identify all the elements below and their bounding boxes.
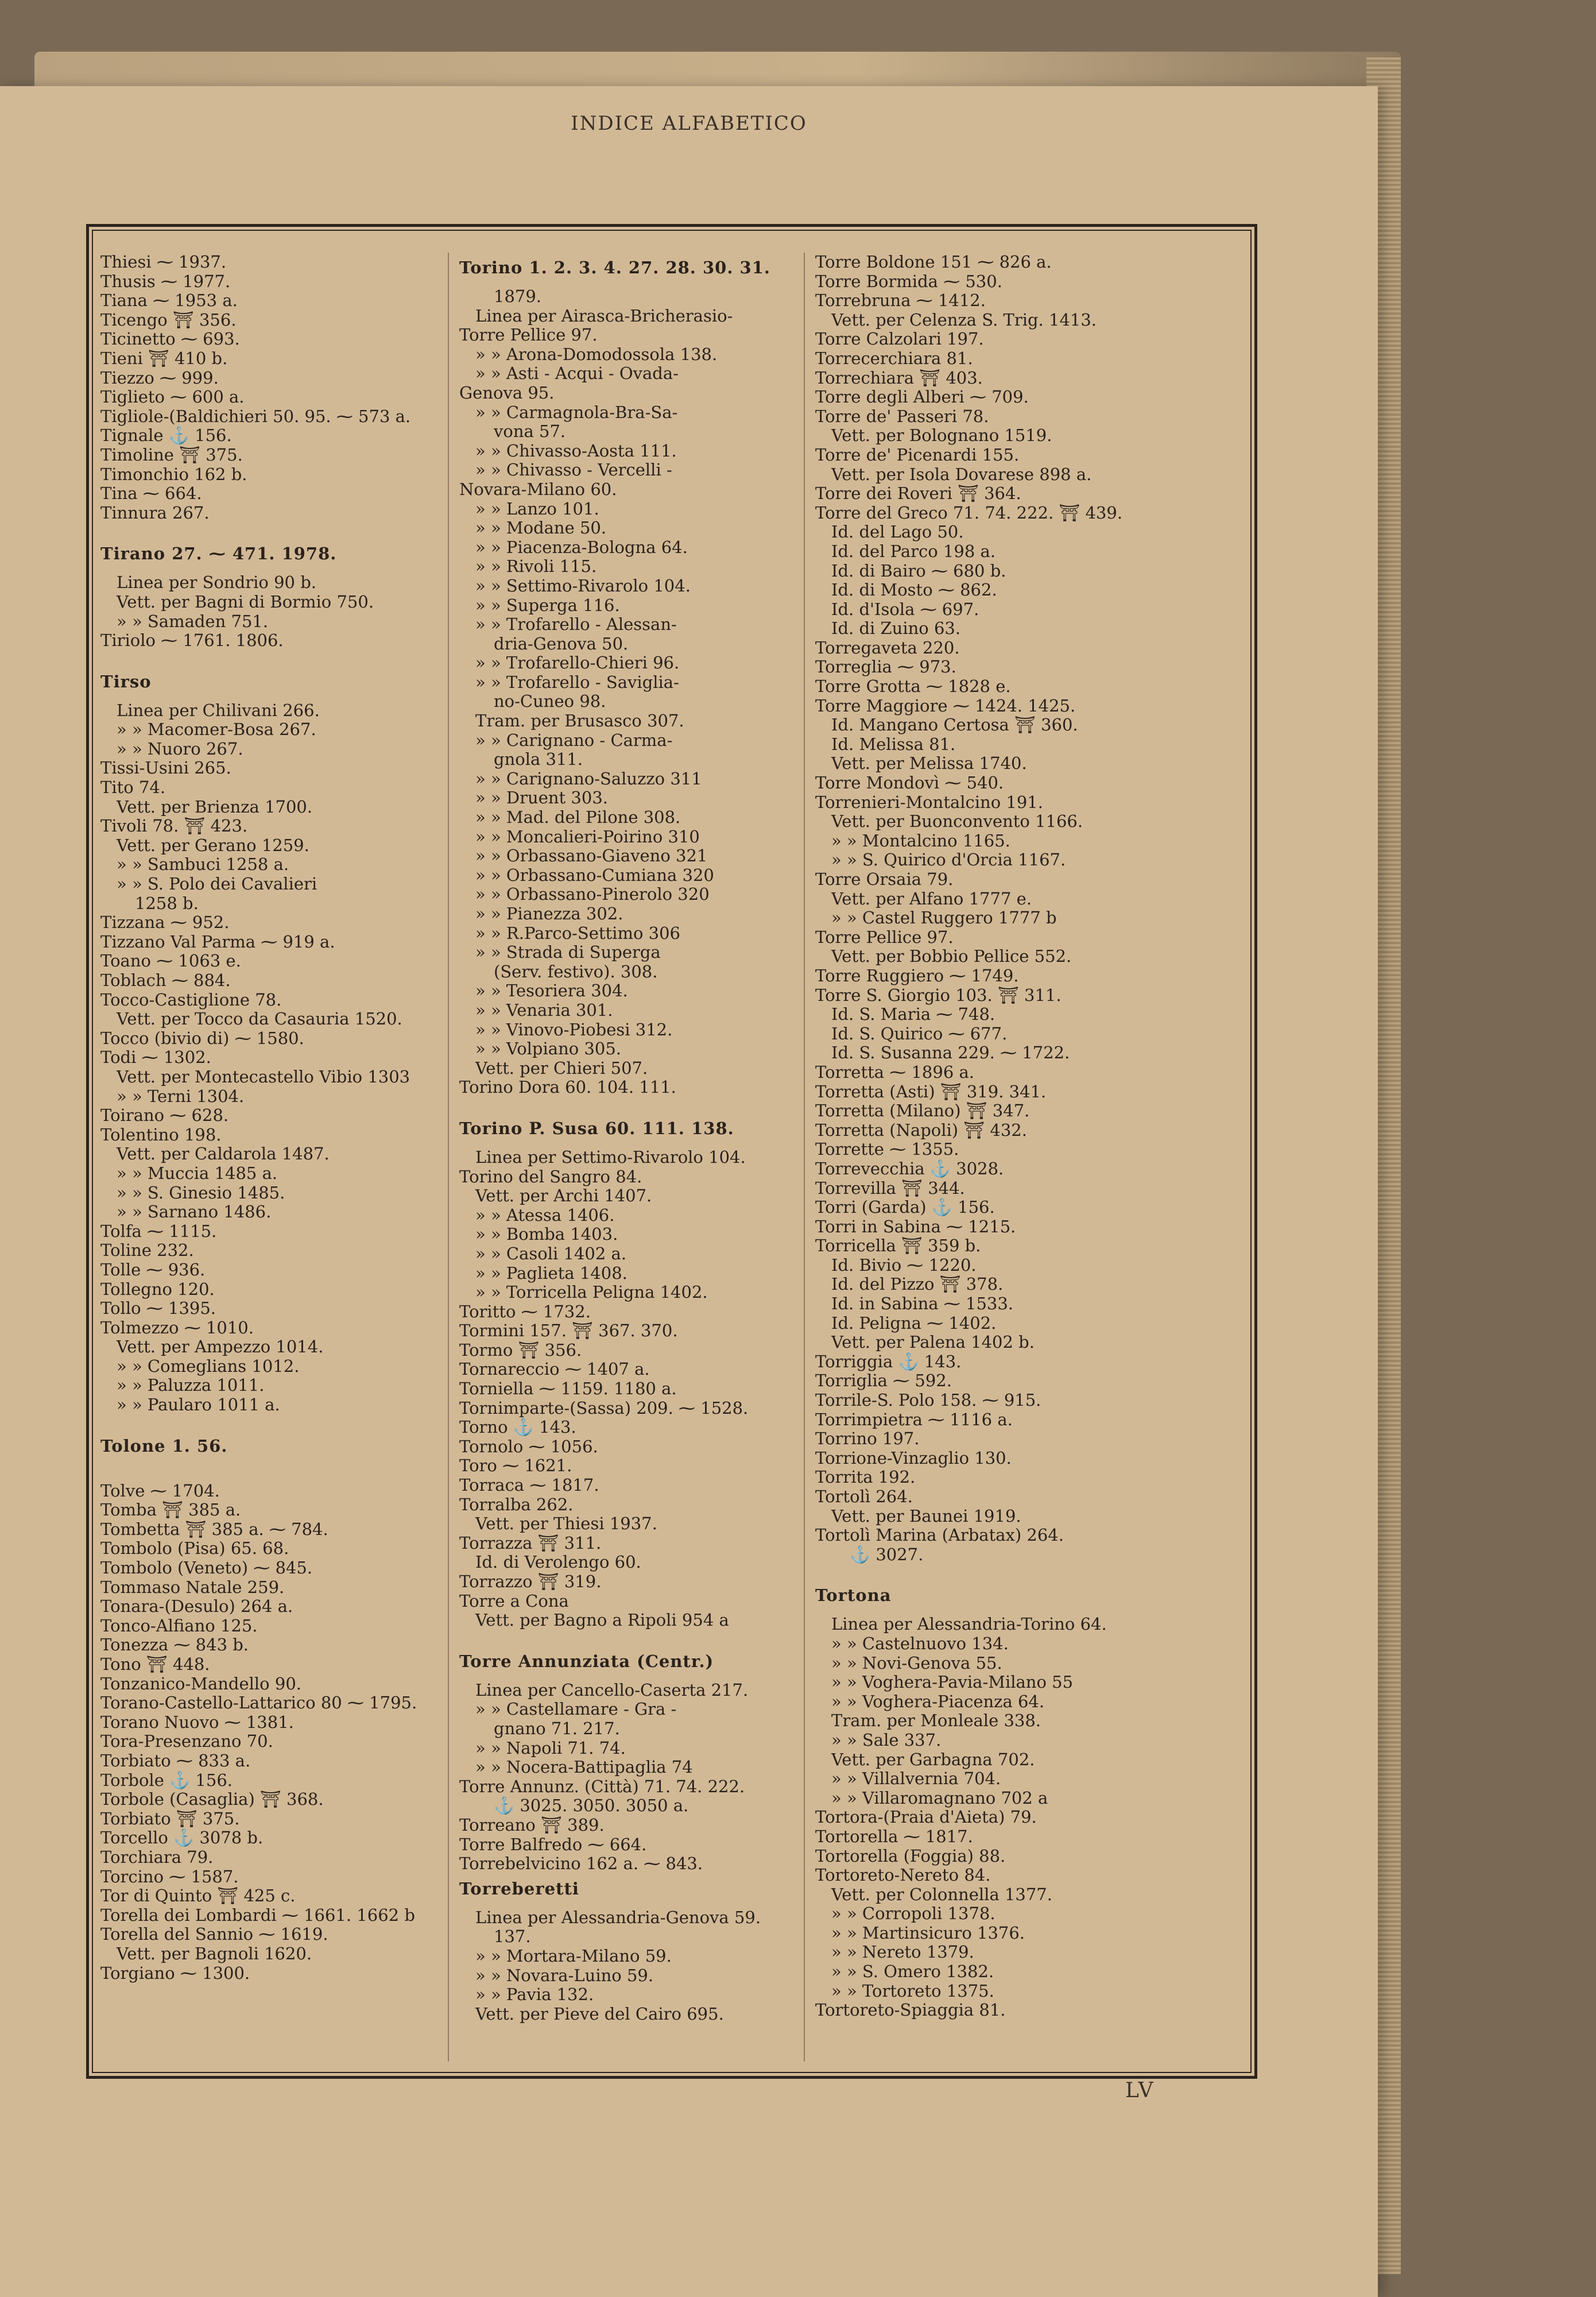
index-entry: Torri (Garda) ⚓ 156. xyxy=(815,1198,995,1217)
index-entry: » » Napoli 71. 74. xyxy=(475,1738,626,1758)
index-entry: Tonco-Alfiano 125. xyxy=(100,1616,258,1635)
index-entry: » » Nocera-Battipaglia 74 xyxy=(475,1758,693,1777)
index-entry: Torre Bormida ⁓ 530. xyxy=(815,272,1002,291)
index-entry: » » Carignano-Saluzzo 311 xyxy=(475,769,702,788)
index-entry: » » Novi-Genova 55. xyxy=(831,1653,1002,1673)
index-entry: Torino del Sangro 84. xyxy=(459,1167,642,1186)
index-entry: Torre del Greco 71. 74. 222. ⛩ 439. xyxy=(815,503,1123,523)
index-entry: Torre de' Picenardi 155. xyxy=(815,445,1020,465)
index-entry: Vett. per Bobbio Pellice 552. xyxy=(831,947,1072,966)
index-entry: Tortoreto-Nereto 84. xyxy=(815,1866,991,1885)
index-entry: Torre Ruggiero ⁓ 1749. xyxy=(815,966,1019,985)
index-entry: » » Casoli 1402 a. xyxy=(475,1244,627,1263)
index-entry: Torrevilla ⛩ 344. xyxy=(815,1178,965,1198)
index-entry: Tortoreto-Spiaggia 81. xyxy=(815,2001,1006,2020)
index-entry: » » Nuoro 267. xyxy=(117,739,243,759)
index-entry: Torbiato ⛩ 375. xyxy=(100,1809,240,1828)
index-entry: Torreano ⛩ 389. xyxy=(459,1815,605,1835)
index-entry: Torraca ⁓ 1817. xyxy=(459,1476,599,1495)
index-entry: Id. Melissa 81. xyxy=(831,734,956,754)
index-entry: Torricella ⛩ 359 b. xyxy=(815,1236,981,1256)
index-entry: Torino Dora 60. 104. 111. xyxy=(459,1078,676,1097)
index-entry: Vett. per Bolognano 1519. xyxy=(831,426,1052,446)
index-entry: Torretta ⁓ 1896 a. xyxy=(815,1062,975,1082)
index-entry: Torino P. Susa 60. 111. 138. xyxy=(459,1118,734,1138)
index-entry: Tornimparte-(Sassa) 209. ⁓ 1528. xyxy=(459,1398,749,1418)
index-entry: Torrecerchiara 81. xyxy=(815,349,973,368)
index-entry: Tiriolo ⁓ 1761. 1806. xyxy=(100,631,284,651)
index-entry: Tortorella (Foggia) 88. xyxy=(815,1846,1006,1866)
index-entry: gnola 311. xyxy=(494,750,583,769)
index-entry: Id. Mangano Certosa ⛩ 360. xyxy=(831,716,1078,735)
index-entry: Torcino ⁓ 1587. xyxy=(100,1867,239,1886)
column-separator xyxy=(448,253,449,2062)
index-entry: Tortolì Marina (Arbatax) 264. xyxy=(815,1526,1064,1545)
spacer xyxy=(100,651,445,667)
index-entry: » » Settimo-Rivarolo 104. xyxy=(475,576,691,595)
index-entry: Id. S. Susanna 229. ⁓ 1722. xyxy=(831,1043,1070,1063)
index-entry: Tocco-Castiglione 78. xyxy=(100,990,282,1010)
index-entry: Tina ⁓ 664. xyxy=(100,484,202,504)
index-entry: Linea per Cancello-Caserta 217. xyxy=(475,1680,749,1700)
index-entry: » » Castel Ruggero 1777 b xyxy=(831,908,1057,928)
index-entry: » » Voghera-Pavia-Milano 55 xyxy=(831,1673,1074,1692)
index-entry: Id. in Sabina ⁓ 1533. xyxy=(831,1294,1014,1314)
index-entry: Tirano 27. ⁓ 471. 1978. xyxy=(100,544,337,564)
index-entry: Torre dei Roveri ⛩ 364. xyxy=(815,484,1021,504)
index-entry: Vett. per Gerano 1259. xyxy=(117,836,309,855)
index-entry: Vett. per Celenza S. Trig. 1413. xyxy=(831,310,1097,330)
index-entry: Tortona xyxy=(815,1586,892,1606)
index-entry: » » Piacenza-Bologna 64. xyxy=(475,537,688,557)
index-entry: Vett. per Isola Dovarese 898 a. xyxy=(831,465,1092,484)
index-entry: Tinnura 267. xyxy=(100,503,210,523)
index-entry: Linea per Sondrio 90 b. xyxy=(117,573,316,593)
index-entry: » » Samaden 751. xyxy=(117,612,269,631)
index-entry: Tignale ⚓ 156. xyxy=(100,426,232,446)
index-entry: Tono ⛩ 448. xyxy=(100,1655,210,1674)
index-entry: Linea per Chilivani 266. xyxy=(117,701,320,720)
index-entry: Tombolo (Veneto) ⁓ 845. xyxy=(100,1559,313,1578)
index-entry: Tonara-(Desulo) 264 a. xyxy=(100,1597,293,1617)
index-entry: » » Moncalieri-Poirino 310 xyxy=(475,827,700,846)
index-entry: Tiglieto ⁓ 600 a. xyxy=(100,388,245,407)
index-entry: Vett. per Montecastello Vibio 1303 xyxy=(117,1067,410,1086)
index-entry: » » Orbassano-Giaveno 321 xyxy=(475,846,708,866)
index-entry: Torbole (Casaglia) ⛩ 368. xyxy=(100,1790,324,1809)
index-entry: Vett. per Bagni di Bormio 750. xyxy=(117,592,374,612)
index-entry: » » Sale 337. xyxy=(831,1730,942,1750)
index-entry: Toirano ⁓ 628. xyxy=(100,1106,229,1126)
index-entry: Id. S. Quirico ⁓ 677. xyxy=(831,1024,1008,1043)
index-entry: » » Tortoreto 1375. xyxy=(831,1981,994,2001)
index-entry: Tortorella ⁓ 1817. xyxy=(815,1827,973,1846)
index-entry: Torella del Sannio ⁓ 1619. xyxy=(100,1925,328,1944)
index-entry: Torriglia ⁓ 592. xyxy=(815,1371,952,1391)
index-entry: no-Cuneo 98. xyxy=(494,692,606,711)
index-entry: 1879. xyxy=(494,287,542,306)
index-entry: » » Trofarello-Chieri 96. xyxy=(475,653,680,673)
index-entry: » » Carmagnola-Bra-Sa- xyxy=(475,403,678,422)
index-entry: » » Novara-Luino 59. xyxy=(475,1966,654,1985)
index-entry: » » Orbassano-Pinerolo 320 xyxy=(475,885,710,904)
index-entry: Tito 74. xyxy=(100,778,166,798)
index-entry: Torretta (Napoli) ⛩ 432. xyxy=(815,1120,1027,1140)
index-entry: Toritto ⁓ 1732. xyxy=(459,1302,591,1321)
index-entry: Linea per Alessandria-Genova 59. xyxy=(475,1908,761,1927)
index-entry: » » Castelnuovo 134. xyxy=(831,1634,1009,1653)
index-entry: dria-Genova 50. xyxy=(494,634,629,653)
index-entry: Torbiato ⁓ 833 a. xyxy=(100,1751,251,1770)
index-entry: » » Vinovo-Piobesi 312. xyxy=(475,1020,673,1039)
index-entry: Tora-Presenzano 70. xyxy=(100,1732,273,1751)
index-entry: Linea per Alessandria-Torino 64. xyxy=(831,1615,1107,1634)
running-head: INDICE ALFABETICO xyxy=(571,112,807,135)
index-entry: Id. del Lago 50. xyxy=(831,523,964,542)
index-entry: » » Lanzo 101. xyxy=(475,499,599,519)
index-entry: Tollegno 120. xyxy=(100,1279,215,1299)
index-entry: Tizzano Val Parma ⁓ 919 a. xyxy=(100,932,335,952)
index-entry: Torre S. Giorgio 103. ⛩ 311. xyxy=(815,985,1062,1005)
index-entry: » » Castellamare - Gra - xyxy=(475,1700,677,1719)
spacer xyxy=(100,523,445,539)
index-entry: » » Villalvernia 704. xyxy=(831,1769,1001,1789)
index-entry: » » Montalcino 1165. xyxy=(831,831,1010,850)
index-entry: Id. del Parco 198 a. xyxy=(831,542,996,561)
index-column-2 xyxy=(459,253,804,2024)
index-entry: » » S. Quirico d'Orcia 1167. xyxy=(831,850,1066,870)
index-entry: » » Carignano - Carma- xyxy=(475,730,673,750)
index-entry: Torrevecchia ⚓ 3028. xyxy=(815,1159,1004,1178)
index-entry: Vett. per Bagnoli 1620. xyxy=(117,1944,312,1963)
index-entry: 137. xyxy=(494,1927,531,1947)
index-entry: Torcello ⚓ 3078 b. xyxy=(100,1828,264,1848)
spacer xyxy=(100,1465,445,1482)
index-entry: Torre Calzolari 197. xyxy=(815,330,984,349)
index-entry: Torriggia ⚓ 143. xyxy=(815,1352,962,1371)
index-entry: Tram. per Brusasco 307. xyxy=(475,711,684,731)
index-entry: Torano Nuovo ⁓ 1381. xyxy=(100,1712,294,1732)
index-entry: Torbole ⚓ 156. xyxy=(100,1770,233,1790)
index-entry: » » Macomer-Bosa 267. xyxy=(117,720,316,740)
index-entry: Vett. per Pieve del Cairo 695. xyxy=(475,2004,724,2024)
index-entry: » » Paularo 1011 a. xyxy=(117,1395,280,1415)
index-entry: ⚓ 3027. xyxy=(850,1545,924,1564)
index-entry: Tolentino 198. xyxy=(100,1125,222,1144)
index-column-1 xyxy=(100,253,445,1983)
index-entry: » » Rivoli 115. xyxy=(475,557,597,577)
index-entry: » » Torricella Peligna 1402. xyxy=(475,1283,708,1302)
index-entry: Timoline ⛩ 375. xyxy=(100,445,243,465)
index-entry: Vett. per Ampezzo 1014. xyxy=(117,1337,324,1357)
index-entry: Tonzanico-Mandello 90. xyxy=(100,1674,301,1693)
index-entry: Torre Annunz. (Città) 71. 74. 222. xyxy=(459,1777,745,1796)
index-entry: Tolfa ⁓ 1115. xyxy=(100,1221,217,1241)
index-entry: Todi ⁓ 1302. xyxy=(100,1048,211,1068)
index-entry: Tortora-(Praia d'Aieta) 79. xyxy=(815,1808,1037,1827)
index-entry: Torralba 262. xyxy=(459,1495,574,1514)
index-entry: Tocco (bivio di) ⁓ 1580. xyxy=(100,1028,304,1048)
index-entry: Ticengo ⛩ 356. xyxy=(100,310,237,330)
index-entry: » » Pavia 132. xyxy=(475,1985,594,2005)
index-entry: Torretta (Milano) ⛩ 347. xyxy=(815,1101,1030,1121)
index-entry: Torrimpietra ⁓ 1116 a. xyxy=(815,1410,1013,1429)
index-entry: Timonchio 162 b. xyxy=(100,465,247,484)
index-entry: » » R.Parco-Settimo 306 xyxy=(475,923,680,943)
index-entry: Tieni ⛩ 410 b. xyxy=(100,349,228,368)
index-entry: Tombetta ⛩ 385 a. ⁓ 784. xyxy=(100,1519,328,1539)
index-entry: » » S. Omero 1382. xyxy=(831,1962,994,1982)
index-entry: » » Martinsicuro 1376. xyxy=(831,1923,1025,1943)
index-entry: Vett. per Chieri 507. xyxy=(475,1058,648,1078)
index-entry: » » Asti - Acqui - Ovada- xyxy=(475,364,679,384)
index-entry: Vett. per Archi 1407. xyxy=(475,1186,652,1206)
index-entry: Vett. per Buonconvento 1166. xyxy=(831,812,1083,832)
index-entry: Tor di Quinto ⛩ 425 c. xyxy=(100,1886,296,1906)
index-entry: Torrino 197. xyxy=(815,1429,920,1449)
index-entry: Tormo ⛩ 356. xyxy=(459,1340,582,1360)
index-entry: Torrile-S. Polo 158. ⁓ 915. xyxy=(815,1391,1041,1410)
index-entry: Id. Bivio ⁓ 1220. xyxy=(831,1255,977,1275)
index-entry: Torrechiara ⛩ 403. xyxy=(815,368,983,388)
index-entry: Tram. per Monleale 338. xyxy=(831,1711,1041,1731)
index-entry: Vett. per Palena 1402 b. xyxy=(831,1333,1035,1352)
spacer xyxy=(459,1097,804,1113)
index-entry: Torano-Castello-Lattarico 80 ⁓ 1795. xyxy=(100,1693,417,1713)
column-separator xyxy=(804,253,805,2062)
index-entry: Vett. per Brienza 1700. xyxy=(117,797,313,817)
index-entry: Thusis ⁓ 1977. xyxy=(100,272,231,291)
index-entry: » » Sarnano 1486. xyxy=(117,1202,272,1222)
index-entry: Torino 1. 2. 3. 4. 27. 28. 30. 31. xyxy=(459,258,770,277)
index-entry: » » Mad. del Pilone 308. xyxy=(475,808,681,827)
index-entry: » » Nereto 1379. xyxy=(831,1943,974,1962)
index-entry: » » Mortara-Milano 59. xyxy=(475,1946,672,1966)
index-entry: » » Superga 116. xyxy=(475,595,620,615)
index-entry: Torella dei Lombardi ⁓ 1661. 1662 b xyxy=(100,1905,415,1925)
index-entry: » » Terni 1304. xyxy=(117,1086,245,1106)
index-entry: Tolle ⁓ 936. xyxy=(100,1260,206,1279)
index-entry: Torre Balfredo ⁓ 664. xyxy=(459,1835,647,1854)
index-entry: Tiezzo ⁓ 999. xyxy=(100,368,219,388)
index-entry: Tomba ⛩ 385 a. xyxy=(100,1501,241,1520)
index-entry: Torrazzo ⛩ 319. xyxy=(459,1572,602,1591)
index-entry: Vett. per Baunei 1919. xyxy=(831,1506,1021,1526)
index-entry: » » S. Polo dei Cavalieri xyxy=(117,875,317,894)
index-entry: » » Voghera-Piacenza 64. xyxy=(831,1692,1045,1711)
index-entry: Tizzana ⁓ 952. xyxy=(100,913,230,933)
index-entry: Torre a Cona xyxy=(459,1591,569,1611)
index-entry: gnano 71. 217. xyxy=(494,1719,620,1738)
index-entry: Id. di Mosto ⁓ 862. xyxy=(831,581,997,600)
index-entry: Torreglia ⁓ 973. xyxy=(815,658,956,677)
index-entry: Tormini 157. ⛩ 367. 370. xyxy=(459,1321,678,1341)
index-entry: Torrette ⁓ 1355. xyxy=(815,1140,959,1159)
index-entry: Torre Pellice 97. xyxy=(459,326,598,345)
index-entry: Id. S. Maria ⁓ 748. xyxy=(831,1005,995,1024)
index-entry: » » S. Ginesio 1485. xyxy=(117,1183,285,1202)
index-entry: » » Sambuci 1258 a. xyxy=(117,855,289,875)
index-entry: Vett. per Alfano 1777 e. xyxy=(831,889,1032,908)
index-entry: » » Trofarello - Savigliа- xyxy=(475,672,679,692)
page-number: LV xyxy=(1125,2079,1155,2102)
index-entry: Toline 232. xyxy=(100,1241,194,1260)
index-entry: » » Muccia 1485 a. xyxy=(117,1163,278,1183)
index-entry: Torgiano ⁓ 1300. xyxy=(100,1963,250,1983)
index-entry: » » Orbassano-Cumiana 320 xyxy=(475,865,714,885)
index-entry: Vett. per Tocco da Casauria 1520. xyxy=(117,1010,402,1029)
index-entry: » » Venaria 301. xyxy=(475,1000,613,1020)
index-entry: » » Bomba 1403. xyxy=(475,1225,618,1244)
index-entry: Vett. per Bagno a Ripoli 954 a xyxy=(475,1611,729,1630)
index-entry: Tirso xyxy=(100,671,152,691)
index-entry: » » Pianezza 302. xyxy=(475,904,623,923)
index-entry: Thiesi ⁓ 1937. xyxy=(100,253,227,272)
index-entry: Tollo ⁓ 1395. xyxy=(100,1299,216,1318)
index-entry: Tiana ⁓ 1953 a. xyxy=(100,291,238,311)
index-entry: Linea per Airasca-Bricherasio- xyxy=(475,306,733,326)
index-entry: » » Arona-Domodossola 138. xyxy=(475,345,718,364)
index-entry: Tornolo ⁓ 1056. xyxy=(459,1437,598,1456)
index-entry: » » Paglieta 1408. xyxy=(475,1263,627,1283)
index-entry: Toano ⁓ 1063 e. xyxy=(100,952,241,971)
index-entry: Torre Mondovì ⁓ 540. xyxy=(815,774,1004,793)
index-entry: Torreberetti xyxy=(459,1878,579,1898)
index-entry: Toro ⁓ 1621. xyxy=(459,1456,572,1476)
index-entry: Tonezza ⁓ 843 b. xyxy=(100,1635,249,1655)
index-entry: Torre Annunziata (Centr.) xyxy=(459,1651,714,1671)
index-entry: Tissi-Usini 265. xyxy=(100,759,231,778)
spacer xyxy=(459,1630,804,1646)
index-entry: Genova 95. xyxy=(459,383,555,403)
index-entry: Tombolo (Pisa) 65. 68. xyxy=(100,1539,289,1559)
index-entry: Torrita 192. xyxy=(815,1468,916,1487)
index-entry: Vett. per Thiesi 1937. xyxy=(475,1514,657,1534)
index-entry: Id. di Bairo ⁓ 680 b. xyxy=(831,561,1006,581)
spacer xyxy=(100,1415,445,1431)
index-entry: » » Atessa 1406. xyxy=(475,1205,615,1225)
index-entry: Tommaso Natale 259. xyxy=(100,1577,285,1597)
index-entry: Linea per Settimo-Rivarolo 104. xyxy=(475,1147,746,1167)
index-entry: ⚓ 3025. 3050. 3050 a. xyxy=(494,1796,689,1816)
index-entry: Vett. per Caldarola 1487. xyxy=(117,1144,330,1164)
index-entry: Tolve ⁓ 1704. xyxy=(100,1481,220,1501)
index-entry: » » Villaromagnano 702 a xyxy=(831,1788,1048,1808)
index-entry: » » Corropoli 1378. xyxy=(831,1904,995,1924)
index-entry: » » Paluzza 1011. xyxy=(117,1376,265,1395)
index-entry: » » Trofarello - Alessan- xyxy=(475,615,677,635)
index-entry: Vett. per Melissa 1740. xyxy=(831,754,1027,774)
index-entry: Torchiara 79. xyxy=(100,1847,214,1867)
index-entry: Torre de' Passeri 78. xyxy=(815,407,989,426)
index-entry: Torrebruna ⁓ 1412. xyxy=(815,291,986,311)
index-entry: » » Chivasso-Aosta 111. xyxy=(475,441,677,461)
index-entry: Tolmezzo ⁓ 1010. xyxy=(100,1318,254,1337)
index-entry: Torrenieri-Montalcino 191. xyxy=(815,792,1043,812)
index-column-3 xyxy=(815,253,1160,2020)
index-entry: Tornareccio ⁓ 1407 a. xyxy=(459,1360,650,1379)
index-entry: Torrebelvicino 162 a. ⁓ 843. xyxy=(459,1854,703,1874)
index-entry: Torre Maggiore ⁓ 1424. 1425. xyxy=(815,696,1076,716)
index-entry: » » Tesoriera 304. xyxy=(475,981,628,1001)
index-entry: Id. di Zuino 63. xyxy=(831,619,961,639)
index-entry: Tigliole-(Baldichieri 50. 95. ⁓ 573 a. xyxy=(100,407,411,426)
index-entry: Torre Grotta ⁓ 1828 e. xyxy=(815,677,1011,697)
index-entry: Id. di Verolengo 60. xyxy=(475,1553,641,1572)
index-entry: vona 57. xyxy=(494,422,566,442)
index-entry: » » Volpiano 305. xyxy=(475,1039,621,1059)
index-entry: Torrazza ⛩ 311. xyxy=(459,1533,602,1553)
spacer xyxy=(815,1564,1160,1580)
index-entry: 1258 b. xyxy=(135,894,199,913)
index-entry: Torniella ⁓ 1159. 1180 a. xyxy=(459,1379,677,1399)
index-entry: Torregaveta 220. xyxy=(815,638,960,658)
index-entry: Torno ⚓ 143. xyxy=(459,1418,576,1437)
index-entry: Vett. per Colonnella 1377. xyxy=(831,1885,1052,1904)
index-entry: Tortolì 264. xyxy=(815,1487,913,1506)
index-entry: (Serv. festivo). 308. xyxy=(494,962,658,981)
index-entry: » » Modane 50. xyxy=(475,519,607,538)
index-entry: Id. del Pizzo ⛩ 378. xyxy=(831,1275,1004,1294)
index-entry: Toblach ⁓ 884. xyxy=(100,971,231,990)
index-entry: Ticinetto ⁓ 693. xyxy=(100,330,240,349)
index-entry: Id. d'Isola ⁓ 697. xyxy=(831,600,979,619)
index-entry: Torrione-Vinzaglio 130. xyxy=(815,1448,1012,1468)
index-entry: » » Comeglians 1012. xyxy=(117,1356,300,1376)
index-entry: » » Druent 303. xyxy=(475,788,608,808)
index-entry: Vett. per Garbagna 702. xyxy=(831,1750,1035,1769)
index-entry: Torri in Sabina ⁓ 1215. xyxy=(815,1217,1016,1236)
index-entry: Tivoli 78. ⛩ 423. xyxy=(100,817,248,836)
index-entry: Torretta (Asti) ⛩ 319. 341. xyxy=(815,1082,1047,1101)
index-entry: Torre Pellice 97. xyxy=(815,927,954,947)
index-entry: Torre Boldone 151 ⁓ 826 a. xyxy=(815,253,1052,272)
index-entry: » » Strada di Superga xyxy=(475,943,661,962)
index-entry: Id. Peligna ⁓ 1402. xyxy=(831,1313,997,1333)
index-entry: Tolone 1. 56. xyxy=(100,1436,228,1456)
index-entry: Torre degli Alberi ⁓ 709. xyxy=(815,388,1029,407)
index-entry: Torre Orsaia 79. xyxy=(815,870,954,889)
index-entry: » » Chivasso - Vercelli - xyxy=(475,461,672,480)
index-entry: Novara-Milano 60. xyxy=(459,479,617,499)
